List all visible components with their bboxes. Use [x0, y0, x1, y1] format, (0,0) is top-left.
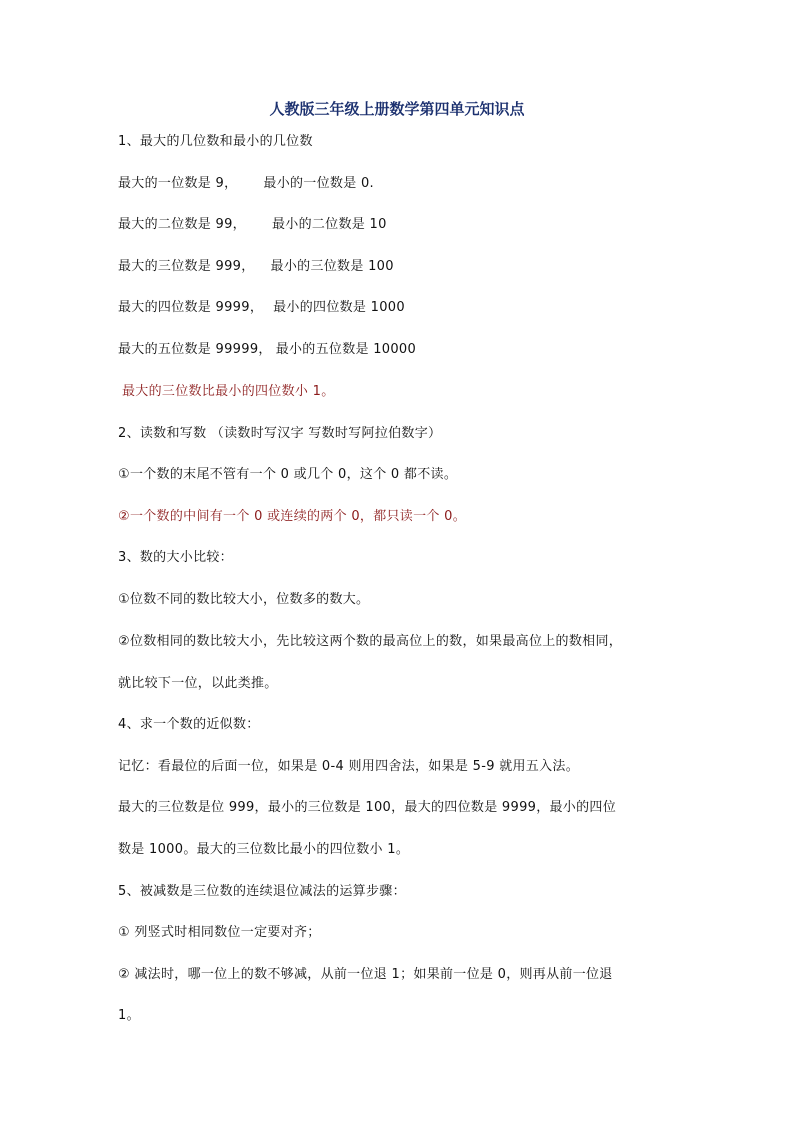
- memo-text: 记忆：看最位的后面一位，如果是 0-4 则用四舍法，如果是 5-9 就用五入法。: [118, 759, 579, 774]
- highlight-note: 最大的三位数比最小的四位数小 1。: [122, 384, 335, 399]
- paragraph-text-continued: 数是 1000。最大的三位数比最小的四位数小 1。: [118, 842, 410, 857]
- list-item: [118, 298, 405, 318]
- list-item: [118, 257, 394, 277]
- list-item: [118, 174, 374, 194]
- section-5-heading: 5、被减数是三位数的连续退位减法的运算步骤：: [118, 884, 406, 899]
- step-text: ② 减法时，哪一位上的数不够减，从前一位退 1；如果前一位是 0，则再从前一位退: [118, 967, 613, 982]
- list-item: [118, 340, 416, 360]
- paragraph-text: 最大的三位数是位 999，最小的三位数是 100，最大的四位数是 9999，最小的四位: [118, 800, 617, 815]
- max-number-text: 最大的四位数是 9999，: [118, 300, 264, 315]
- max-number-text: 最大的三位数是 999，: [118, 259, 255, 274]
- max-number-text: 最大的五位数是 99999，: [118, 342, 272, 357]
- section-1-heading: 1、最大的几位数和最小的几位数: [118, 134, 313, 149]
- min-number-text: 最小的五位数是 10000: [275, 342, 417, 357]
- min-number-text: 最小的三位数是 100: [270, 259, 394, 274]
- highlight-rule-text: ②一个数的中间有一个 0 或连续的两个 0，都只读一个 0。: [118, 509, 466, 524]
- max-number-text: 最大的一位数是 9，: [118, 176, 238, 191]
- page-title: 人教版三年级上册数学第四单元知识点: [269, 100, 525, 118]
- min-number-text: 最小的二位数是 10: [271, 217, 387, 232]
- rule-text: ①位数不同的数比较大小，位数多的数大。: [118, 592, 370, 607]
- section-2-heading: 2、读数和写数 （读数时写汉字 写数时写阿拉伯数字）: [118, 426, 442, 441]
- section-3-heading: 3、数的大小比较：: [118, 550, 233, 565]
- max-number-text: 最大的二位数是 99，: [118, 217, 246, 232]
- list-item: [118, 215, 387, 235]
- rule-text: ②位数相同的数比较大小，先比较这两个数的最高位上的数，如果最高位上的数相同，: [118, 634, 623, 649]
- section-4-heading: 4、求一个数的近似数：: [118, 717, 260, 732]
- rule-text-continued: 就比较下一位，以此类推。: [118, 676, 278, 691]
- rule-text: ①一个数的末尾不管有一个 0 或几个 0，这个 0 都不读。: [118, 467, 458, 482]
- min-number-text: 最小的四位数是 1000: [273, 300, 405, 315]
- min-number-text: 最小的一位数是 0.: [263, 176, 374, 191]
- step-text-continued: 1。: [118, 1008, 140, 1023]
- step-text: ① 列竖式时相同数位一定要对齐；: [118, 925, 321, 940]
